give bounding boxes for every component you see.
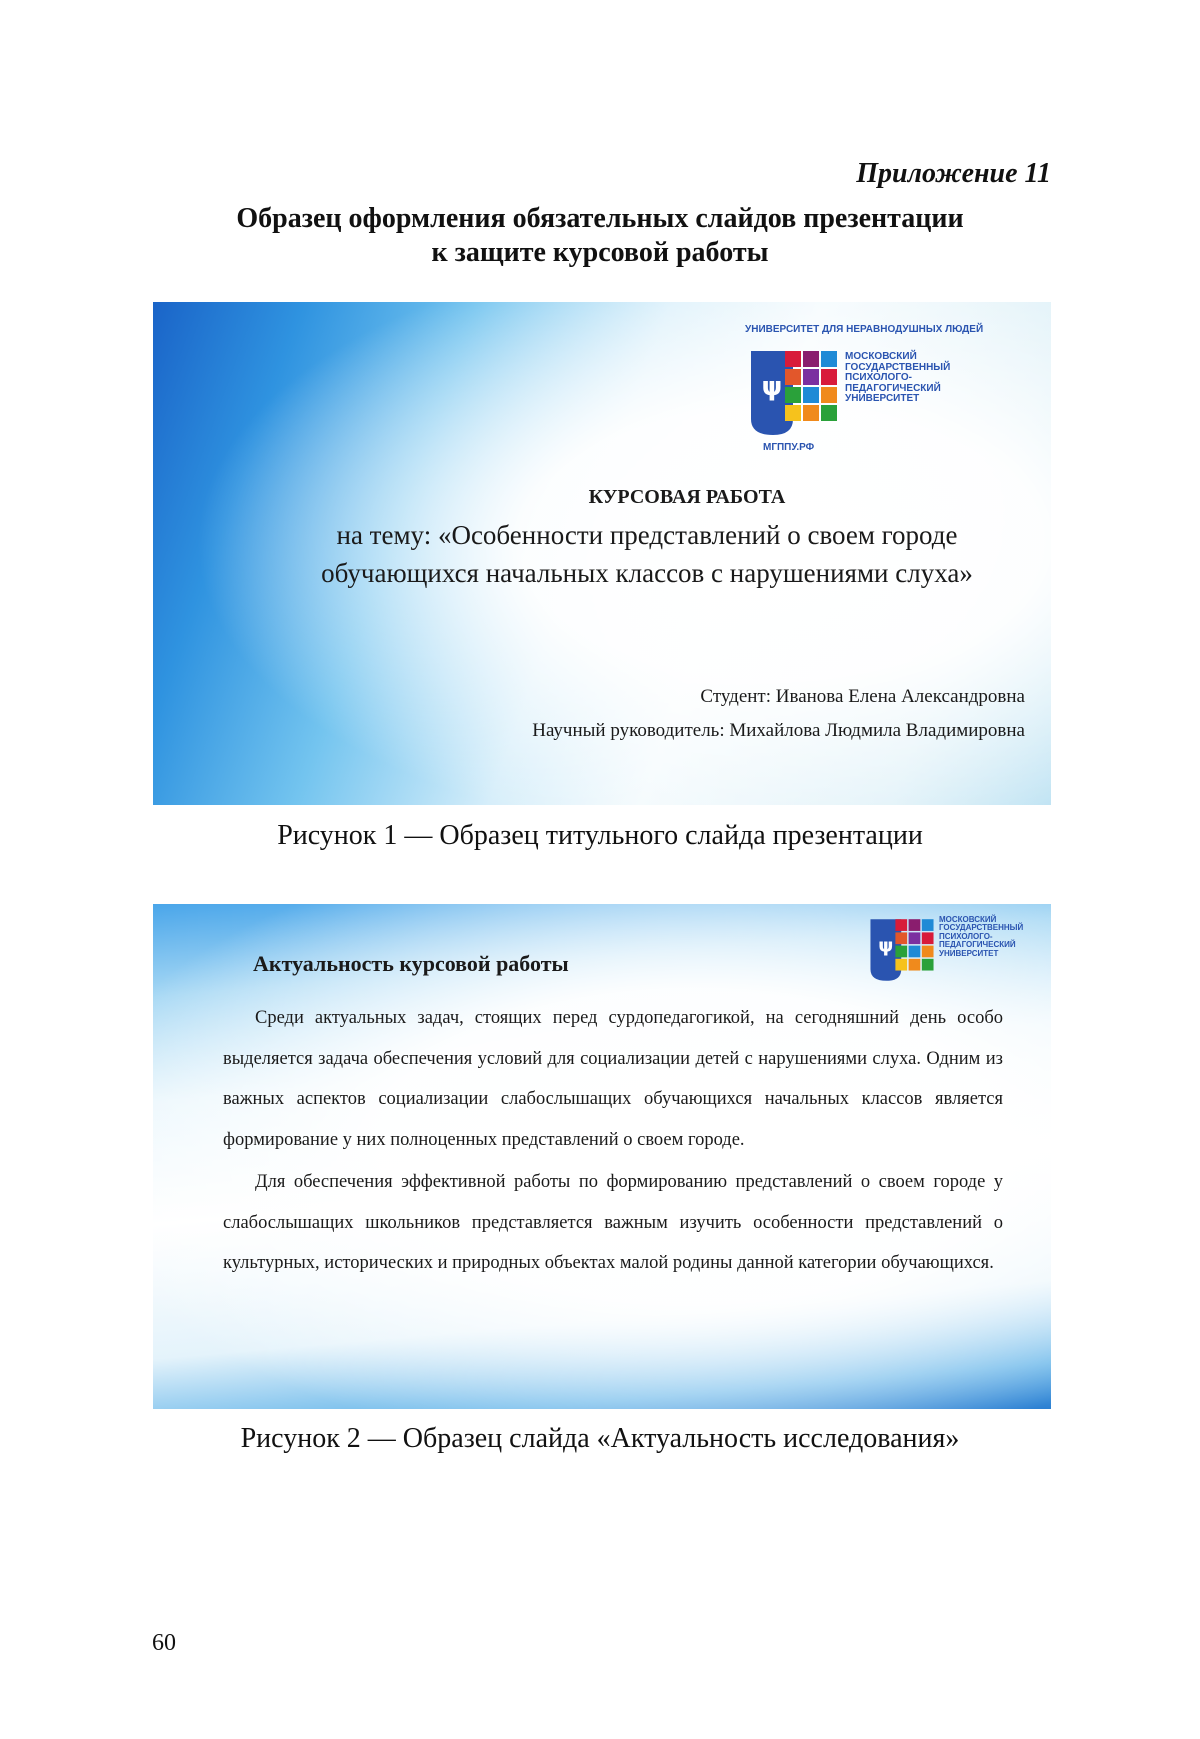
university-name-line: УНИВЕРСИТЕТ xyxy=(939,948,999,958)
svg-text:ψ: ψ xyxy=(761,372,783,402)
slide1-heading: КУРСОВАЯ РАБОТА xyxy=(588,486,786,508)
university-logo-icon xyxy=(869,914,935,991)
appendix-label: Приложение 11 xyxy=(856,158,1051,189)
slide1-advisor: Научный руководитель: Михайлова Людмила Владимировна xyxy=(532,720,1025,741)
figure-1-caption: Рисунок 1 — Образец титульного слайда презентации xyxy=(277,820,923,851)
university-logo-icon xyxy=(749,349,839,442)
document-title xyxy=(150,202,1050,270)
slide1-student: Студент: Иванова Елена Александровна xyxy=(700,686,1025,707)
page-number: 60 xyxy=(152,1630,176,1656)
university-tagline: УНИВЕРСИТЕТ ДЛЯ НЕРАВНОДУШНЫХ ЛЮДЕЙ xyxy=(745,324,984,335)
university-name-line: МОСКОВСКИЙ xyxy=(845,351,917,362)
slide2-paragraph-1: Среди актуальных задач, стоящих перед сурдопедагогикой, на сегодняшний день особо выделяется задача обеспечения условий для социализации детей с нарушениями слуха. Одним из важных аспектов социализации слабослышащих обучающихся начальных классов является формирование у них полноценных представлений о своем городе. xyxy=(223,1008,1003,1150)
slide2-paragraph-2: Для обеспечения эффективной работы по формированию представлений о своем городе у слабослышащих школьников представляется важным изучить особенности представлений о культурных, исторических и природных объектах малой родины данной категории обучающихся. xyxy=(223,1172,1003,1273)
university-name-line: УНИВЕРСИТЕТ xyxy=(845,393,920,404)
university-name xyxy=(845,352,950,405)
university-name-line: ГОСУДАРСТВЕННЫЙ xyxy=(845,361,951,373)
slide1-topic xyxy=(193,516,1011,592)
document-title-line-1: Образец оформления обязательных слайдов презентации xyxy=(236,203,964,234)
relevance-slide-sample xyxy=(153,904,1051,1409)
university-name-line: МОСКОВСКИЙ xyxy=(939,915,997,924)
figure-2-caption: Рисунок 2 — Образец слайда «Актуальность исследования» xyxy=(240,1423,960,1454)
slide2-body xyxy=(223,998,1003,1286)
slide2-heading: Актуальность курсовой работы xyxy=(253,951,569,976)
university-name-line: ПЕДАГОГИЧЕСКИЙ xyxy=(845,382,941,394)
university-name-line: ПЕДАГОГИЧЕСКИЙ xyxy=(939,940,1016,950)
university-name xyxy=(939,916,1023,958)
university-site: МГППУ.РФ xyxy=(763,442,815,453)
svg-text:ψ: ψ xyxy=(878,934,894,957)
university-name-line: ПСИХОЛОГО- xyxy=(845,372,912,383)
slide1-topic-line-2: обучающихся начальных классов с нарушениями слуха» xyxy=(321,558,973,588)
university-name-line: ПСИХОЛОГО- xyxy=(939,931,993,941)
document-title-line-2: к защите курсовой работы xyxy=(431,237,769,268)
university-name-line: ГОСУДАРСТВЕННЫЙ xyxy=(939,923,1024,933)
slide1-topic-line-1: на тему: «Особенности представлений о своем городе xyxy=(336,520,958,550)
title-slide-sample xyxy=(153,302,1051,805)
